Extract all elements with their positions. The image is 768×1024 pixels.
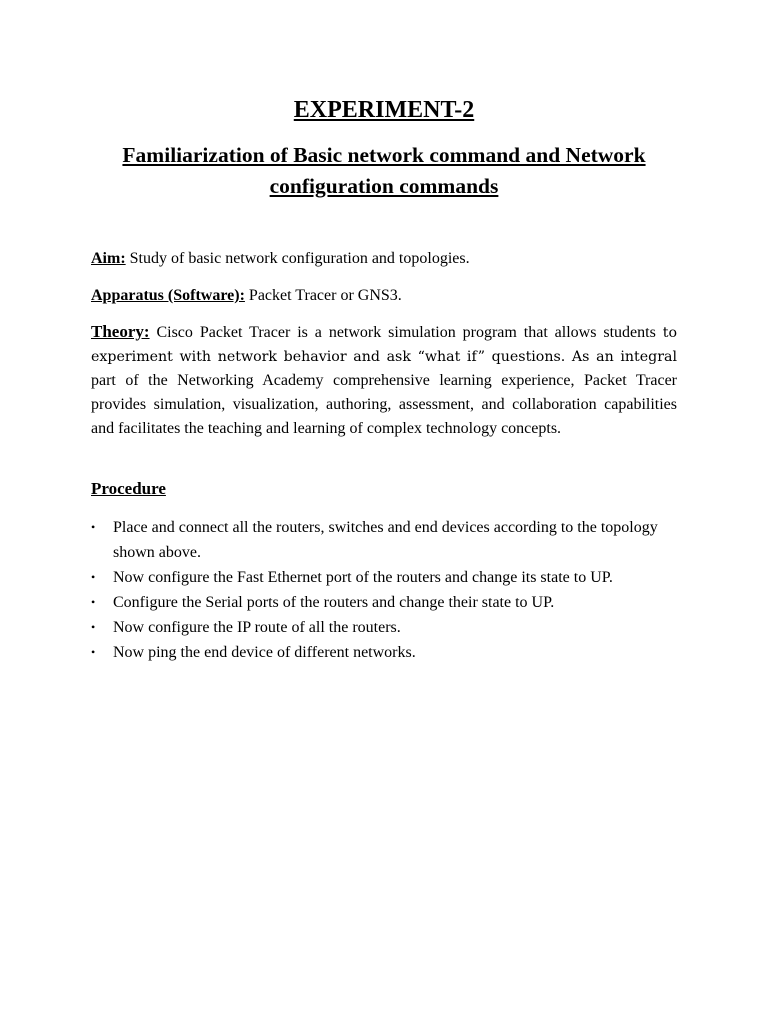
- main-title: Familiarization of Basic network command and Network configuration commands: [122, 143, 646, 198]
- apparatus-label: Apparatus (Software):: [91, 287, 245, 304]
- aim-text: Study of basic network configuration and topologies.: [125, 250, 470, 267]
- procedure-item-text: Now ping the end device of different networks.: [113, 644, 416, 661]
- aim-paragraph: [91, 247, 677, 271]
- bullet-icon: •: [91, 620, 96, 634]
- procedure-item-text: Now configure the Fast Ethernet port of the routers and change its state to UP.: [113, 569, 613, 586]
- apparatus-paragraph: [91, 284, 677, 308]
- procedure-item-text: Now configure the IP route of all the routers.: [113, 619, 401, 636]
- apparatus-text: Packet Tracer or GNS3.: [244, 287, 402, 304]
- list-item: [91, 640, 681, 665]
- procedure-item-text: Place and connect all the routers, switches and end devices according to the topology shown above.: [113, 519, 658, 561]
- bullet-icon: •: [91, 645, 96, 659]
- list-item: [91, 590, 681, 615]
- theory-label: Theory:: [91, 322, 150, 341]
- procedure-heading: Procedure: [91, 479, 166, 498]
- aim-label: Aim:: [91, 250, 126, 267]
- list-item: [91, 565, 681, 590]
- list-item: [91, 515, 681, 565]
- list-item: [91, 615, 681, 640]
- procedure-item-text: Configure the Serial ports of the routers and change their state to UP.: [113, 594, 555, 611]
- bullet-icon: •: [91, 520, 96, 534]
- theory-text-part1: Cisco Packet Tracer is a network simulation program that allows students: [149, 324, 663, 341]
- bullet-icon: •: [91, 595, 96, 609]
- bullet-icon: •: [91, 570, 96, 584]
- theory-paragraph: [91, 320, 677, 441]
- theory-text-part2: to experiment with network behavior and ask “what if” questions. As an integral: [91, 325, 677, 365]
- procedure-list: [91, 515, 681, 665]
- experiment-title: EXPERIMENT-2: [293, 97, 475, 123]
- theory-text-part3: part of the Networking Academy comprehensive learning experience, Packet Tracer provides simulation, visualization, authoring, assessment, and collaboration capabilities and facilitates the teaching and learning of complex technology concepts.: [91, 372, 677, 437]
